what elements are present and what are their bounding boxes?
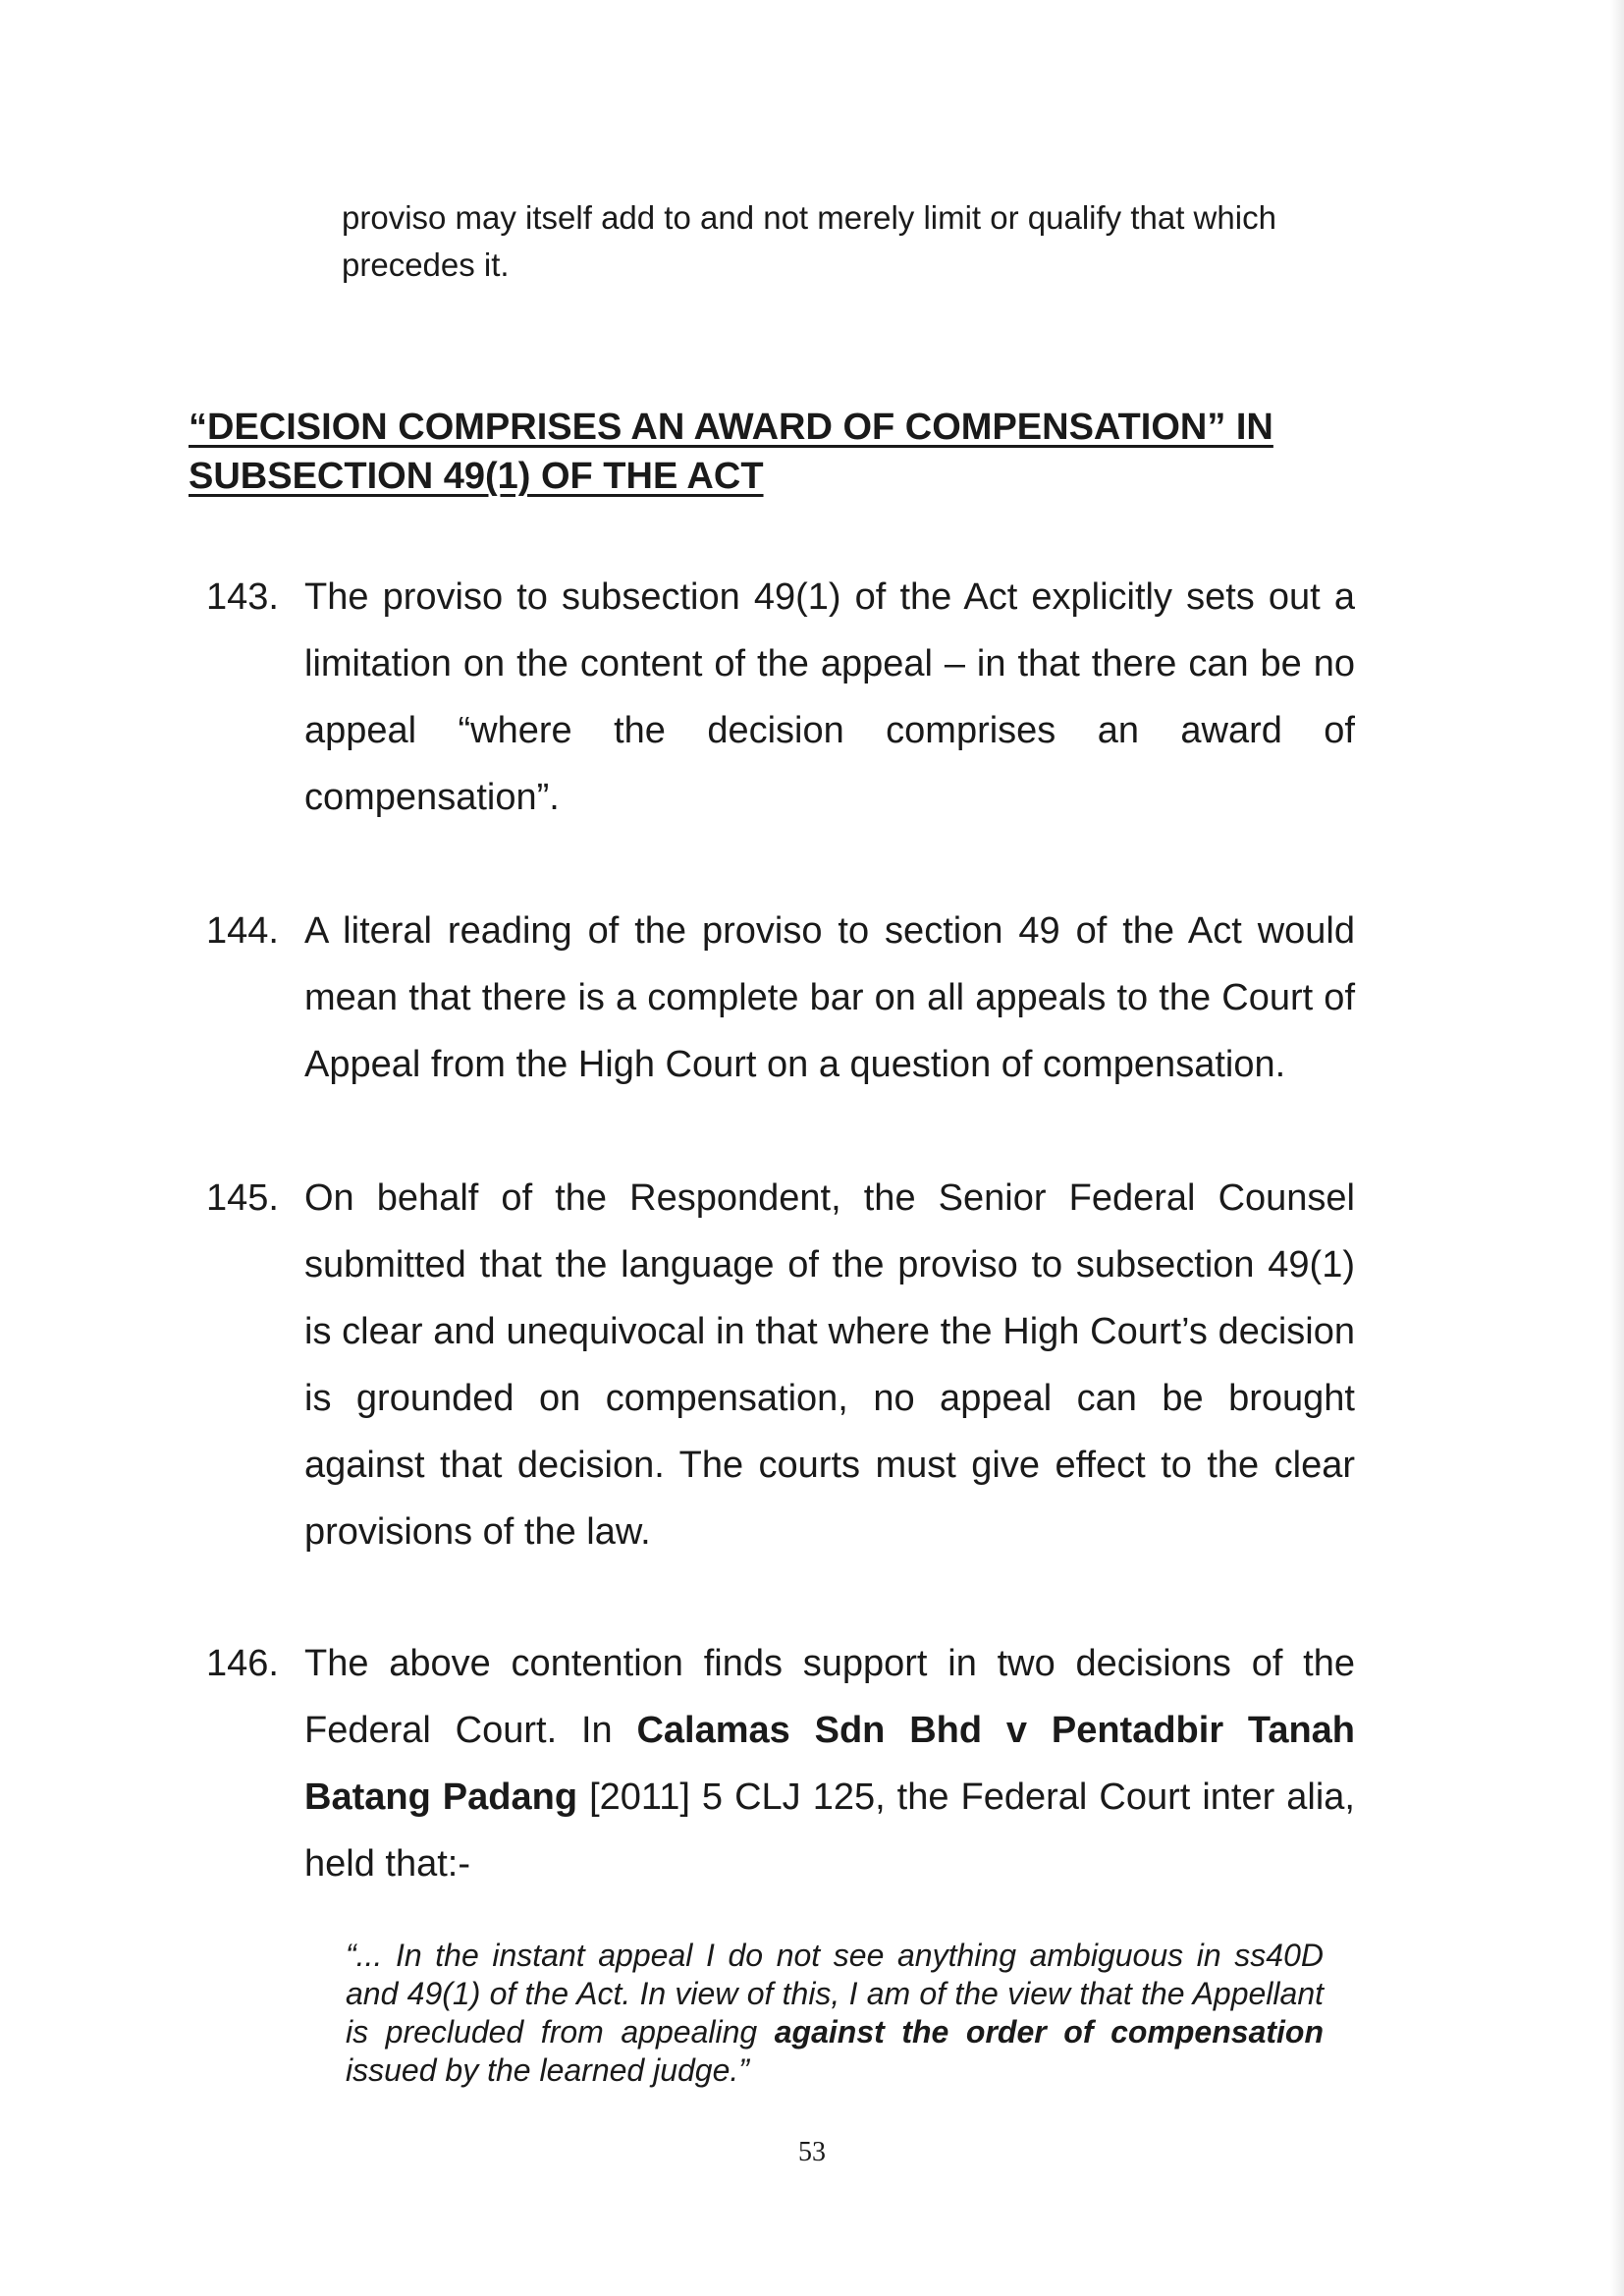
- paragraph-text: A literal reading of the proviso to section 49 of the Act would mean that there is a complete bar on all appeals to the Court of Appeal from the High Court on a question of compensation.: [304, 910, 1355, 1085]
- page-number: 53: [798, 2137, 826, 2167]
- paragraph-number: 146.: [206, 1643, 279, 1684]
- paragraph-number: 143.: [206, 576, 279, 618]
- paragraph-text: The proviso to subsection 49(1) of the Act explicitly sets out a limitation on the content of the appeal – in that there can be no appeal “where the decision comprises an award of compensation”.: [304, 576, 1355, 818]
- quote-text-before: “... In the instant appeal I do not see anything ambiguous in ss40D and 49(1) of the Act. In view of this, I am of the view that the Appellant is precluded from appealing: [346, 1938, 1324, 2050]
- case-name: Calamas Sdn Bhd v Pentadbir Tanah Batang Padang: [304, 1710, 1356, 1818]
- paragraph-number: 144.: [206, 910, 279, 952]
- paragraph-number: 145.: [206, 1177, 279, 1219]
- quote-bold-text: against the order of compensation: [774, 2014, 1324, 2050]
- paragraph-145: [206, 1165, 1355, 1565]
- paragraph-text: [304, 1630, 1355, 1897]
- paragraph-text: On behalf of the Respondent, the Senior Federal Counsel submitted that the language of the proviso to subsection 49(1) is clear and unequivocal in that where the High Court’s decision is grounded on compensation, no appeal can be brought against that decision. The courts must give effect to the clear provisions of the law.: [304, 1177, 1355, 1553]
- block-quote: [346, 1937, 1324, 2090]
- section-heading: “DECISION COMPRISES AN AWARD OF COMPENSATION” IN SUBSECTION 49(1) OF THE ACT: [189, 407, 1273, 497]
- paragraph-146: [206, 1630, 1355, 1897]
- paragraph-text-before: The above contention finds support in two decisions of the Federal Court. In: [304, 1643, 1355, 1751]
- carryover-text: proviso may itself add to and not merely limit or qualify that which precedes it.: [342, 199, 1276, 283]
- page-edge-shadow: [1610, 0, 1624, 2296]
- paragraph-144: [206, 898, 1355, 1098]
- paragraph-143: [206, 564, 1355, 831]
- paragraph-text-after: [2011] 5 CLJ 125, the Federal Court inter alia, held that:-: [304, 1777, 1355, 1885]
- quote-text-after: issued by the learned judge.”: [346, 2052, 749, 2088]
